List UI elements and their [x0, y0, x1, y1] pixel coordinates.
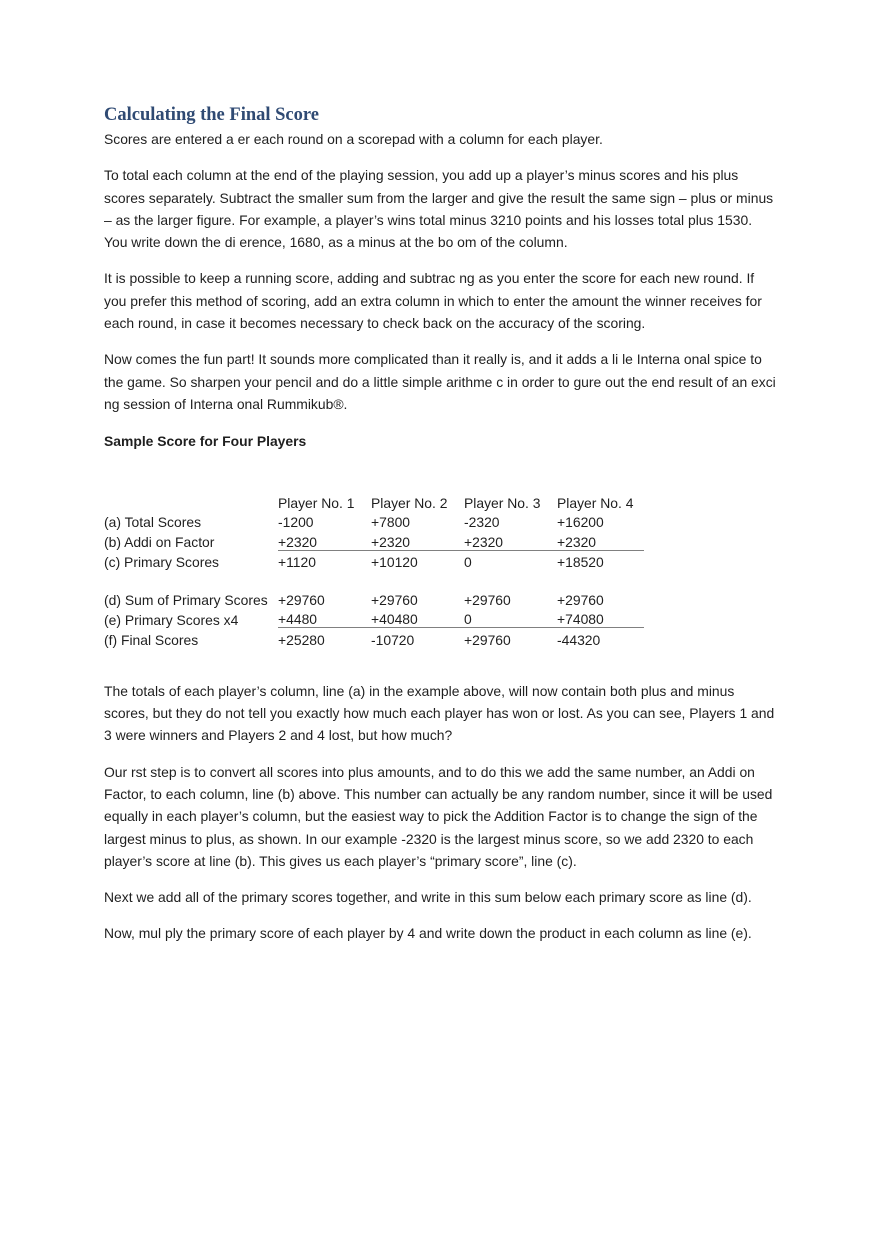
table-cell: +29760: [464, 591, 511, 608]
row-label: (d) Sum of Primary Scores: [104, 591, 268, 608]
table-spacer: [104, 570, 644, 588]
table-cell: +29760: [278, 591, 325, 608]
table-header-cell: Player No. 1: [278, 494, 355, 511]
table-row: [104, 588, 644, 608]
table-row: [104, 628, 644, 648]
table-cell: +10120: [371, 554, 418, 571]
row-label: (a) Total Scores: [104, 514, 202, 531]
table-header-cell: Player No. 4: [557, 494, 634, 511]
table-cell: +74080: [557, 608, 644, 628]
row-label: (c) Primary Scores: [104, 554, 219, 571]
sample-score-table: [104, 491, 644, 648]
table-cell: +40480: [371, 608, 464, 628]
table-cell: +2320: [464, 530, 557, 550]
paragraph-totaling-columns: To total each column at the end of the playing session, you add up a player’s minus scores and his plus scores separately. Subtract the smaller sum from the larger and give the result the same sign – plus or minus – as the larger figure. For example, a player’s wins total minus 3210 points and his losses total plus 1530. You write down the di erence, 1680, as a minus at the bo om of the column.: [104, 167, 774, 251]
table-cell: -1200: [278, 514, 314, 531]
row-label: (b) Addi on Factor: [104, 534, 215, 551]
paragraph-scores-entered: Scores are entered a er each round on a scorepad with a column for each player.: [104, 131, 603, 147]
table-cell: +2320: [371, 530, 464, 550]
table-row: [104, 530, 644, 550]
table-row: [104, 511, 644, 531]
table-header-empty: [104, 491, 278, 511]
document-content: [104, 103, 776, 945]
table-header-cell: Player No. 2: [371, 494, 448, 511]
table-cell: +29760: [371, 591, 418, 608]
table-cell: +1120: [278, 554, 316, 571]
table-cell: 0: [464, 554, 472, 571]
paragraph-sum-primary: Next we add all of the primary scores together, and write in this sum below each primary score as line (d).: [104, 889, 752, 906]
table-title: Sample Score for Four Players: [104, 433, 307, 450]
paragraph-running-score: It is possible to keep a running score, adding and subtrac ng as you enter the score for each new round. If you prefer this method of scoring, add an extra column in which to enter the amount the winner receives for each round, in case it becomes necessary to check back on the accuracy of the scoring.: [104, 270, 762, 332]
table-cell: +4480: [278, 608, 371, 628]
paragraph-first-step: Our rst step is to convert all scores into plus amounts, and to do this we add the same number, an Addi on Factor, to each column, line (b) above. This number can actually be any random number, since it will be used equally in each player’s column, but the easiest way to pick the Addition Factor is to change the sign of the largest minus to plus, as shown. In our example -2320 is the largest minus score, so we add 2320 to each player’s score at line (b). This gives us each player’s “primary score”, line (c).: [104, 763, 773, 869]
table-row: [104, 608, 644, 628]
table-spacer-row: [104, 570, 644, 588]
table-cell: -10720: [371, 631, 415, 648]
table-cell: +2320: [278, 530, 371, 550]
table-cell: +16200: [557, 514, 604, 531]
table-cell: +25280: [278, 631, 325, 648]
row-label: (f) Final Scores: [104, 631, 199, 648]
table-cell: +18520: [557, 554, 604, 571]
table-cell: -2320: [464, 514, 500, 531]
table-cell: +2320: [557, 530, 644, 550]
paragraph-multiply: Now, mul ply the primary score of each player by 4 and write down the product in each column as line (e).: [104, 925, 752, 942]
paragraph-fun-part: Now comes the fun part! It sounds more complicated than it really is, and it adds a li le Interna onal spice to the game. So sharpen your pencil and do a little simple arithme c in order to gure out the end result of an exci ng session of Interna onal Rummikub®.: [104, 351, 776, 412]
table-cell: -44320: [557, 631, 601, 648]
table-cell: +29760: [464, 631, 511, 648]
table-cell: +29760: [557, 591, 604, 608]
table-header-cell: Player No. 3: [464, 494, 541, 511]
table-header-row: [104, 491, 644, 511]
section-heading: Calculating the Final Score: [104, 105, 319, 125]
row-label: (e) Primary Scores x4: [104, 611, 239, 628]
table-cell: +7800: [371, 514, 411, 531]
table-cell: 0: [464, 608, 557, 628]
paragraph-column-totals: The totals of each player’s column, line (a) in the example above, will now contain both plus and minus scores, but they do not tell you exactly how much each player has won or lost. As you can see, Players 1 and 3 were winners and Players 2 and 4 lost, but how much?: [104, 682, 775, 744]
table-row: [104, 550, 644, 570]
